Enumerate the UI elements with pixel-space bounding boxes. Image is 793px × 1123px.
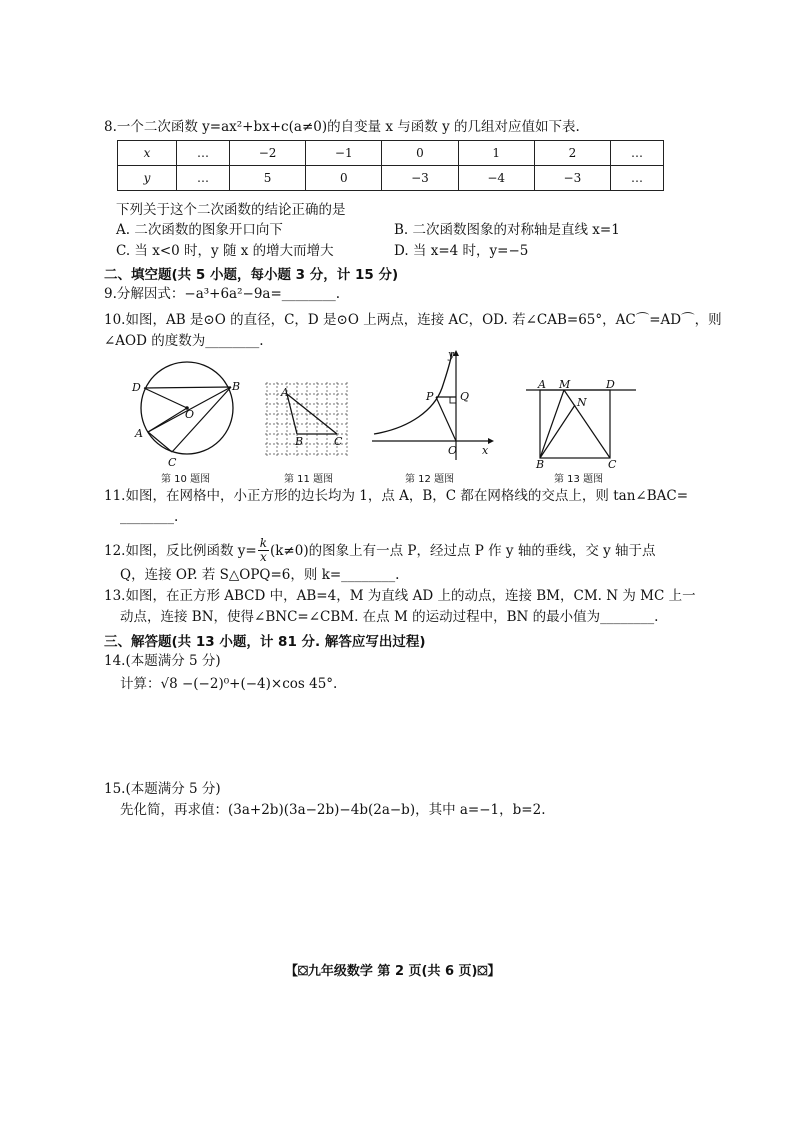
table-cell: y: [118, 166, 177, 191]
label-m: M: [559, 378, 571, 391]
figure-12: [370, 348, 495, 463]
table-cell: 0: [306, 166, 382, 191]
label-a: A: [538, 378, 546, 391]
q8-option-b: B. 二次函数图象的对称轴是直线 x=1: [394, 222, 620, 238]
section-3-heading: 三、解答题(共 13 小题，计 81 分. 解答应写出过程): [104, 634, 426, 650]
page-footer: 【⛋九年级数学 第 2 页(共 6 页)⛋】: [285, 964, 501, 979]
label-q: Q: [460, 390, 470, 403]
segment-bn: [540, 405, 575, 458]
figure-13: [522, 378, 642, 468]
figure-10: [128, 360, 248, 472]
caption-figure-11: 第 11 题图: [284, 474, 334, 485]
x-axis-arrow: [488, 438, 494, 444]
value-table: [117, 140, 664, 191]
segment-op: [436, 397, 456, 441]
q12-line-2: Q，连接 OP. 若 S△OPQ=6，则 k=________.: [120, 567, 400, 583]
q8-option-a: A. 二次函数的图象开口向下: [116, 222, 283, 238]
chord-cb: [172, 387, 231, 452]
q12-text-b: (k≠0)的图象上有一点 P，经过点 P 作 y 轴的垂线，交 y 轴于点: [269, 542, 656, 559]
table-cell: 5: [229, 166, 305, 191]
segment-mc: [564, 390, 610, 458]
table-cell: 2: [534, 141, 610, 166]
q15-heading: 15.(本题满分 5 分): [104, 781, 221, 797]
table-cell: …: [610, 166, 663, 191]
q14-heading: 14.(本题满分 5 分): [104, 653, 221, 669]
right-angle-mark: [450, 397, 456, 403]
table-cell: …: [177, 141, 230, 166]
label-o: O: [448, 444, 458, 457]
table-cell: 0: [382, 141, 458, 166]
table-cell: 1: [458, 141, 534, 166]
table-cell: x: [118, 141, 177, 166]
square-abcd: [540, 390, 610, 458]
q8-prompt: 下列关于这个二次函数的结论正确的是: [116, 202, 346, 218]
q10-line-2: ∠AOD 的度数为________.: [104, 333, 264, 349]
table-cell: −1: [306, 141, 382, 166]
table-cell: −4: [458, 166, 534, 191]
label-c: C: [168, 456, 177, 469]
table-row-y: [118, 166, 664, 191]
caption-figure-10: 第 10 题图: [161, 474, 211, 485]
caption-figure-12: 第 12 题图: [405, 474, 455, 485]
section-2-heading: 二、填空题(共 5 小题，每小题 3 分，计 15 分): [104, 267, 399, 283]
label-n: N: [577, 396, 587, 409]
label-d: D: [606, 378, 615, 391]
segment-od: [144, 388, 187, 408]
table-cell: −3: [534, 166, 610, 191]
q14-body: 计算：√8 −(−2)⁰+(−4)×cos 45°.: [120, 676, 338, 692]
label-b: B: [536, 458, 545, 468]
table-row-x: [118, 141, 664, 166]
label-p: P: [426, 390, 434, 403]
label-o: O: [185, 408, 195, 421]
q12-line-1: [104, 537, 656, 564]
figure-11: [262, 378, 352, 468]
q13-line-1: 13.如图，在正方形 ABCD 中，AB=4，M 为直线 AD 上的动点，连接 BM，CM. N 为 MC 上一: [104, 588, 696, 604]
caption-figure-13: 第 13 题图: [554, 474, 604, 485]
q9-text: 9.分解因式：−a³+6a²−9a=________.: [104, 286, 341, 302]
label-a: A: [135, 427, 143, 440]
fraction-k-over-x: [258, 537, 269, 564]
label-c: C: [608, 458, 617, 468]
segment-ao: [148, 408, 187, 432]
table-cell: …: [177, 166, 230, 191]
hyperbola-branch: [374, 352, 452, 434]
chord-ac: [148, 432, 172, 452]
q8-option-d: D. 当 x=4 时，y=−5: [394, 243, 529, 259]
table-cell: −2: [229, 141, 305, 166]
q12-text-a: 12.如图，反比例函数 y=: [104, 542, 257, 559]
label-a: A: [281, 386, 289, 399]
fraction-numerator: k: [259, 536, 267, 550]
q13-line-2: 动点，连接 BN，使得∠BNC=∠CBM. 在点 M 的运动过程中，BN 的最小值为________.: [120, 609, 659, 625]
table-cell: −3: [382, 166, 458, 191]
table-cell: …: [610, 141, 663, 166]
diameter-ab: [144, 387, 231, 388]
label-b: B: [232, 380, 241, 393]
label-b: B: [295, 435, 304, 448]
q11-line-1: 11.如图，在网格中，小正方形的边长均为 1，点 A，B，C 都在网格线的交点上，则 tan∠BAC=: [104, 488, 689, 504]
q15-body: 先化简，再求值：(3a+2b)(3a−2b)−4b(2a−b)，其中 a=−1，b=2.: [120, 802, 546, 818]
label-d: D: [132, 381, 141, 394]
label-c: C: [334, 435, 343, 448]
fraction-denominator: x: [259, 550, 267, 564]
label-y: y: [448, 348, 455, 361]
q8-option-c: C. 当 x<0 时，y 随 x 的增大而增大: [116, 243, 334, 259]
q11-line-2: ________.: [120, 509, 179, 525]
label-x: x: [482, 444, 489, 457]
q10-line-1: 10.如图，AB 是⊙O 的直径，C，D 是⊙O 上两点，连接 AC，OD. 若∠CAB=65°，AC⌒=AD⌒，则: [104, 312, 722, 328]
segment-bm: [540, 390, 564, 458]
q8-stem: 8.一个二次函数 y=ax²+bx+c(a≠0)的自变量 x 与函数 y 的几组对应值如下表.: [104, 119, 580, 135]
